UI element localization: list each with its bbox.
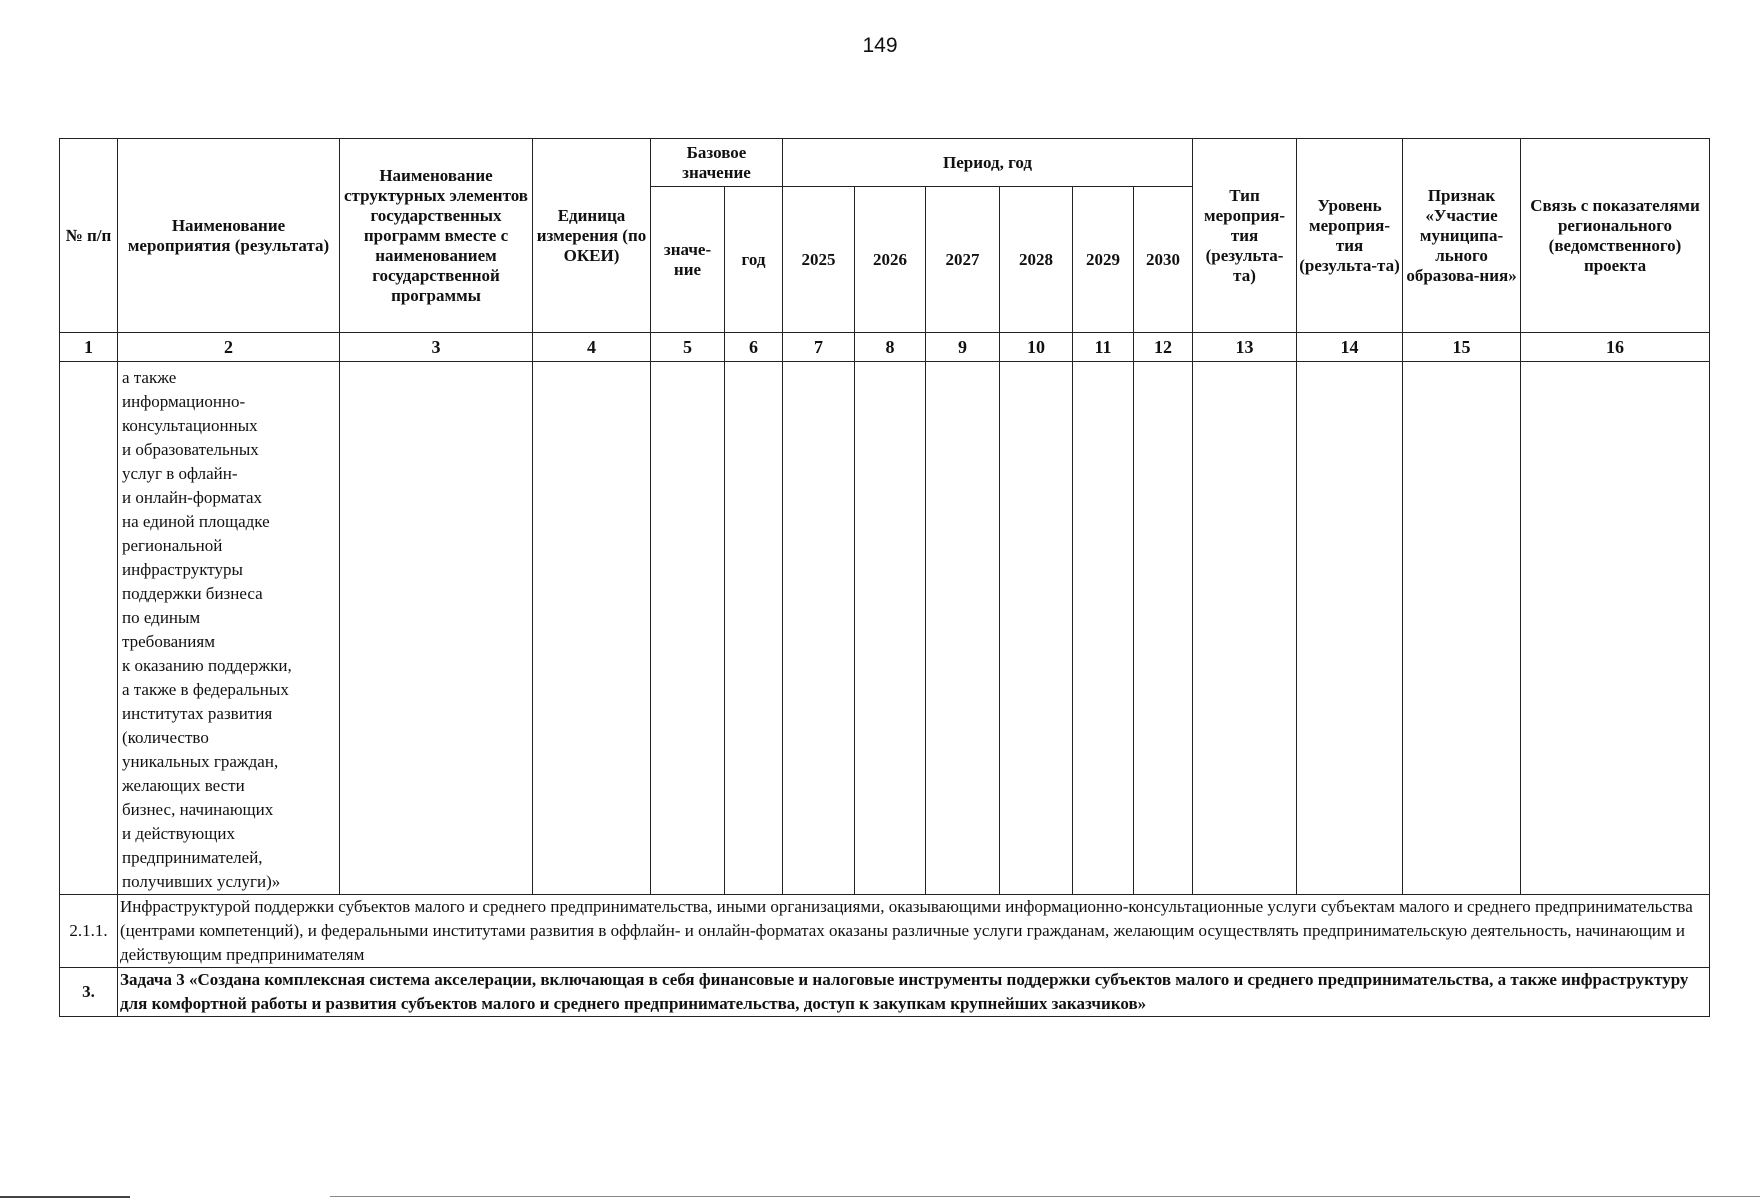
description-line: бизнес, начинающих (122, 800, 274, 819)
task-text: Задача 3 «Создана комплексная система акселерации, включающая в себя финансовые и налоговые инструменты поддержки субъектов малого и среднего предпринимательства, а также инфраструктуру для комфортной работы и развития субъектов малого и среднего предпринимательства, доступ к закупкам крупнейших заказчиков» (118, 968, 1710, 1017)
column-number: 10 (1000, 333, 1073, 362)
column-number: 16 (1521, 333, 1710, 362)
description-line: получивших услуги)» (122, 872, 281, 891)
column-number: 4 (533, 333, 651, 362)
header-base-group: Базовое значение (651, 139, 783, 187)
header-period-group: Период, год (783, 139, 1193, 187)
header-year-2025: 2025 (783, 187, 855, 333)
subitem-row (60, 895, 1710, 968)
header-col-name: Наименование мероприятия (результата) (118, 139, 340, 333)
header-col-num: № п/п (60, 139, 118, 333)
header-row-1 (60, 139, 1710, 187)
column-number: 8 (855, 333, 926, 362)
task-number: 3. (60, 968, 118, 1017)
page-number: 149 (862, 34, 898, 57)
column-number: 7 (783, 333, 855, 362)
column-number: 12 (1134, 333, 1193, 362)
description-line: желающих вести (122, 776, 245, 795)
scan-edge-line (330, 1196, 1760, 1197)
empty-cell (1521, 362, 1710, 895)
column-number: 11 (1073, 333, 1134, 362)
column-number: 15 (1403, 333, 1521, 362)
task-row (60, 968, 1710, 1017)
header-year-2026: 2026 (855, 187, 926, 333)
header-base-value: значе-ние (651, 187, 725, 333)
subitem-number: 2.1.1. (60, 895, 118, 968)
header-year-2030: 2030 (1134, 187, 1193, 333)
description-line: предпринимателей, (122, 848, 263, 867)
header-year-2028: 2028 (1000, 187, 1073, 333)
description-line: (количество (122, 728, 209, 747)
description-line: по единым (122, 608, 201, 627)
header-col-sign: Признак «Участие муниципа-льного образова-ния» (1403, 139, 1521, 333)
description-line: услуг в офлайн- (122, 464, 238, 483)
header-col-link: Связь с показателями регионального (ведомственного) проекта (1521, 139, 1710, 333)
empty-cell (1297, 362, 1403, 895)
description-line: а также (122, 368, 177, 387)
continuation-row (60, 362, 1710, 895)
description-line: и действующих (122, 824, 235, 843)
column-number: 2 (118, 333, 340, 362)
empty-cell (1193, 362, 1297, 895)
description-line: консультационных (122, 416, 258, 435)
description-line: уникальных граждан, (122, 752, 279, 771)
empty-cell (1403, 362, 1521, 895)
empty-cell (1000, 362, 1073, 895)
description-line: инфраструктуры (122, 560, 243, 579)
description-line: а также в федеральных (122, 680, 289, 699)
measures-table (59, 138, 1710, 1017)
subitem-text: Инфраструктурой поддержки субъектов малого и среднего предпринимательства, иными организациями, оказывающими информационно-консультационные услуги субъектам малого и среднего предпринимательства (центрами компетенций), и федеральными институтами развития в оффлайн- и онлайн-форматах оказаны различные услуги гражданам, желающим осуществлять предпринимательскую деятельность, начинающим и действующим предпринимателям (118, 895, 1710, 968)
column-number: 3 (340, 333, 533, 362)
description-line: информационно- (122, 392, 246, 411)
description-line: региональной (122, 536, 223, 555)
empty-cell (725, 362, 783, 895)
measure-description (118, 362, 340, 895)
scan-edge-line (0, 1196, 130, 1198)
column-number-row (60, 333, 1710, 362)
description-line: институтах развития (122, 704, 273, 723)
description-line: и образовательных (122, 440, 259, 459)
empty-cell (533, 362, 651, 895)
empty-cell (1073, 362, 1134, 895)
description-line: к оказанию поддержки, (122, 656, 292, 675)
description-line: и онлайн-форматах (122, 488, 263, 507)
empty-cell (60, 362, 118, 895)
empty-cell (926, 362, 1000, 895)
header-col-unit: Единица измерения (по ОКЕИ) (533, 139, 651, 333)
empty-cell (651, 362, 725, 895)
empty-cell (855, 362, 926, 895)
header-col-structural: Наименование структурных элементов государственных программ вместе с наименованием государственной программы (340, 139, 533, 333)
header-year-2029: 2029 (1073, 187, 1134, 333)
empty-cell (340, 362, 533, 895)
column-number: 1 (60, 333, 118, 362)
column-number: 13 (1193, 333, 1297, 362)
description-line: на единой площадке (122, 512, 270, 531)
column-number: 9 (926, 333, 1000, 362)
column-number: 6 (725, 333, 783, 362)
column-number: 14 (1297, 333, 1403, 362)
header-col-level: Уровень мероприя-тия (результа-та) (1297, 139, 1403, 333)
header-col-type: Тип мероприя-тия (результа-та) (1193, 139, 1297, 333)
header-base-year: год (725, 187, 783, 333)
header-year-2027: 2027 (926, 187, 1000, 333)
description-line: поддержки бизнеса (122, 584, 263, 603)
column-number: 5 (651, 333, 725, 362)
empty-cell (1134, 362, 1193, 895)
description-line: требованиям (122, 632, 215, 651)
empty-cell (783, 362, 855, 895)
